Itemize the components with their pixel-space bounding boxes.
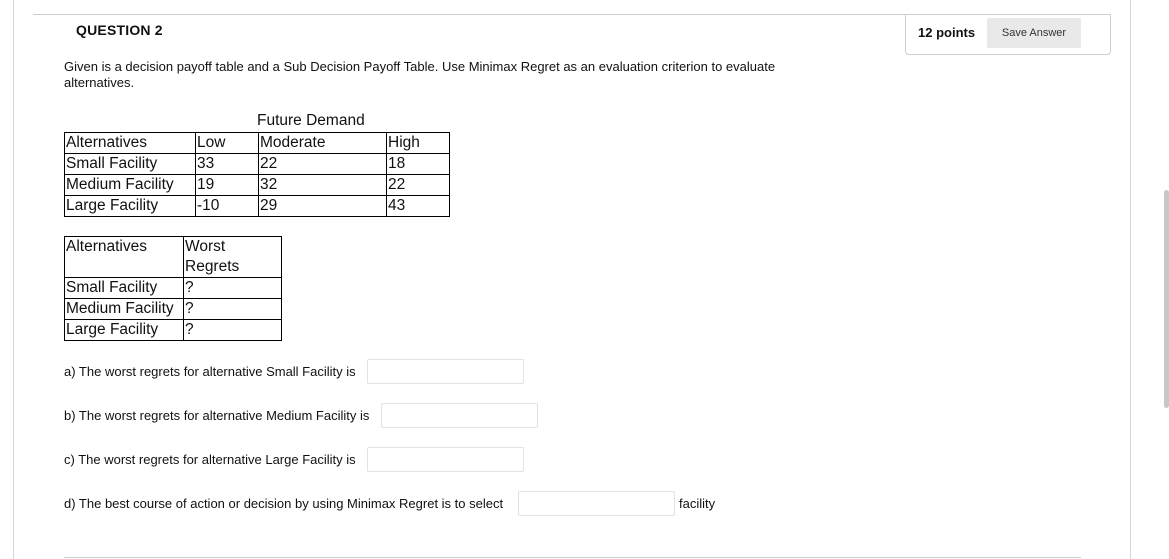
table-cell: 19 bbox=[196, 175, 259, 196]
table-row bbox=[65, 299, 282, 320]
header-cell: High bbox=[387, 133, 450, 154]
scrollbar-thumb[interactable] bbox=[1164, 190, 1169, 408]
table-cell: Medium Facility bbox=[65, 175, 196, 196]
header-cell: Alternatives bbox=[65, 133, 196, 154]
table-row bbox=[65, 175, 450, 196]
table-cell: Large Facility bbox=[65, 320, 184, 341]
table-cell: -10 bbox=[196, 196, 259, 217]
answer-b-input[interactable] bbox=[381, 403, 538, 428]
table-cell: 29 bbox=[259, 196, 387, 217]
table-cell: ? bbox=[184, 299, 282, 320]
question-b-label: b) The worst regrets for alternative Medium Facility is bbox=[64, 408, 370, 423]
question-prompt: Given is a decision payoff table and a Sub Decision Payoff Table. Use Minimax Regret as an evaluation criterion to evaluate alternatives. bbox=[64, 59, 776, 90]
header-cell: Worst Regrets bbox=[184, 237, 282, 278]
table-cell: ? bbox=[184, 320, 282, 341]
save-answer-button[interactable]: Save Answer bbox=[987, 18, 1081, 48]
table-row bbox=[65, 196, 450, 217]
table-cell: Small Facility bbox=[65, 278, 184, 299]
header-cell: Alternatives bbox=[65, 237, 184, 278]
facility-suffix: facility bbox=[679, 496, 716, 511]
question-c-label: c) The worst regrets for alternative Large Facility is bbox=[64, 452, 356, 467]
table-cell: 43 bbox=[387, 196, 450, 217]
table-row bbox=[65, 320, 282, 341]
question-title: QUESTION 2 bbox=[76, 22, 163, 38]
answer-a-input[interactable] bbox=[367, 359, 524, 384]
table-cell: ? bbox=[184, 278, 282, 299]
table-cell: 32 bbox=[259, 175, 387, 196]
table-cell: 18 bbox=[387, 154, 450, 175]
table-cell: 22 bbox=[259, 154, 387, 175]
table-row bbox=[65, 278, 282, 299]
payoff-table bbox=[64, 132, 450, 217]
table-cell: Medium Facility bbox=[65, 299, 184, 320]
answer-c-input[interactable] bbox=[367, 447, 524, 472]
header-cell: Moderate bbox=[259, 133, 387, 154]
points-panel bbox=[905, 15, 1111, 55]
table-cell: 33 bbox=[196, 154, 259, 175]
table-header-row bbox=[65, 133, 450, 154]
table-cell: Small Facility bbox=[65, 154, 196, 175]
table-row bbox=[65, 154, 450, 175]
header-cell: Low bbox=[196, 133, 259, 154]
points-label: 12 points bbox=[918, 25, 976, 40]
question-a-label: a) The worst regrets for alternative Small Facility is bbox=[64, 364, 356, 379]
regret-table bbox=[64, 236, 282, 341]
answer-d-input[interactable] bbox=[518, 491, 675, 516]
future-demand-header: Future Demand bbox=[257, 112, 365, 129]
table-cell: Large Facility bbox=[65, 196, 196, 217]
table-header-row bbox=[65, 237, 282, 278]
bottom-divider bbox=[64, 557, 1081, 558]
table-cell: 22 bbox=[387, 175, 450, 196]
question-d-label: d) The best course of action or decision by using Minimax Regret is to select bbox=[64, 496, 504, 511]
